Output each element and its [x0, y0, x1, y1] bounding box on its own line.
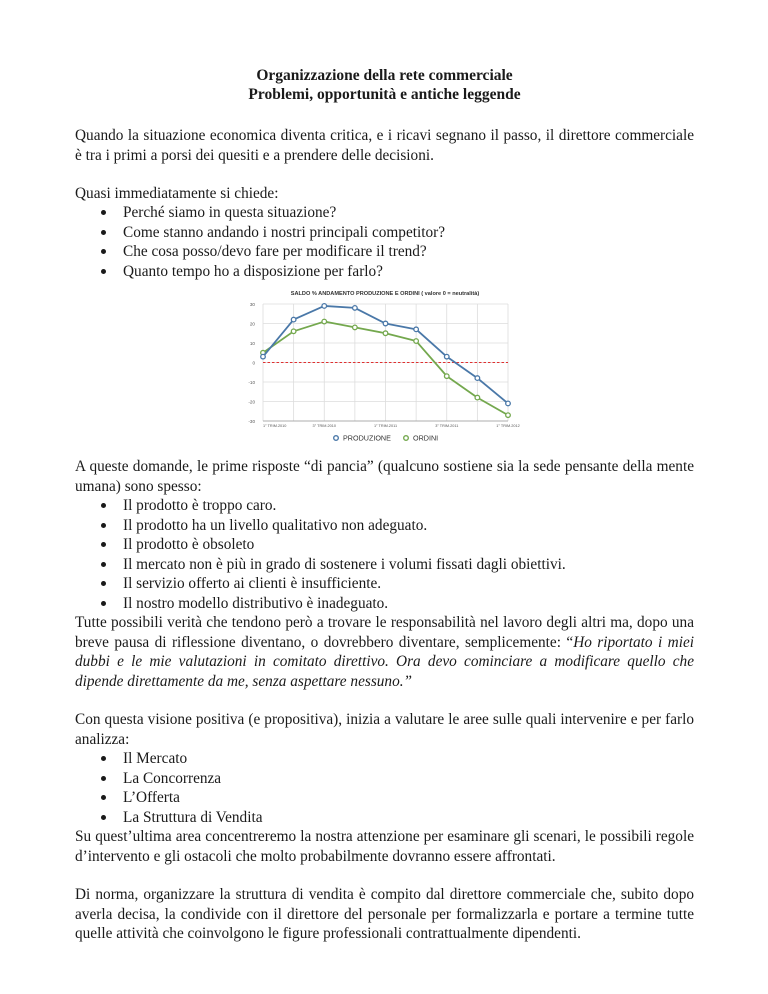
chart-legend [334, 434, 438, 443]
svg-text:1° TRIM.2011: 1° TRIM.2011 [373, 424, 398, 428]
areas-list [75, 749, 694, 827]
document-title-line2: Problemi, opportunità e antiche leggende [248, 86, 521, 103]
svg-text:PRODUZIONE: PRODUZIONE [343, 433, 391, 443]
bullet-icon [101, 756, 106, 761]
bullet-icon [101, 815, 106, 820]
list-item: L’Offerta [75, 788, 694, 808]
list-item: Il nostro modello distributivo è inadeguato. [75, 594, 694, 614]
focus-paragraph: Su quest’ultima area concentreremo la nostra attenzione per esaminare gli scenari, le possibili regole d’intervento e gli ostacoli che molto probabilmente dovranno essere affrontati. [75, 828, 694, 865]
bullet-icon [101, 210, 106, 215]
y-axis [248, 302, 255, 424]
svg-text:3° TRIM.2011: 3° TRIM.2011 [435, 424, 459, 428]
svg-text:0: 0 [252, 360, 255, 366]
svg-text:-30: -30 [248, 419, 255, 424]
bullet-icon [101, 795, 106, 800]
x-axis [263, 424, 520, 428]
list-item: Il Mercato [75, 749, 694, 769]
chart-title: SALDO % ANDAMENTO PRODUZIONE E ORDINI ( valore 0 = neutralità) [290, 291, 480, 297]
list-item: Come stanno andando i nostri principali competitor? [75, 223, 694, 243]
list-item: Perché siamo in questa situazione? [75, 203, 694, 223]
svg-text:10: 10 [249, 341, 255, 346]
list-item: Il servizio offerto ai clienti è insufficiente. [75, 574, 694, 594]
list-item: La Struttura di Vendita [75, 808, 694, 828]
areas-intro: Con questa visione positiva (e propositiva), inizia a valutare le aree sulle quali intervenire e per farlo analizza: [75, 711, 694, 748]
bullet-icon [101, 523, 106, 528]
svg-text:1° TRIM.2012: 1° TRIM.2012 [496, 424, 520, 428]
list-item: Il prodotto è troppo caro. [75, 496, 694, 516]
answers-intro: A queste domande, le prime risposte “di pancia” (qualcuno sostiene sia la sede pensante della mente umana) sono spesso: [75, 458, 694, 495]
production-orders-chart [240, 287, 530, 447]
svg-text:1° TRIM.2010: 1° TRIM.2010 [263, 424, 287, 428]
reflection-paragraph: Tutte possibili verità che tendono però a trovare le responsabilità nel lavoro degli altri ma, dopo una breve pausa di riflessione diventano, o dovrebbero diventare, semplicemente: “Ho riportato i miei dubbi e le mie valutazioni in comitato direttivo. Ora devo cominciare a modificare quello che dipende direttamente da me, senza aspettare nessuno.” [75, 614, 694, 690]
svg-text:20: 20 [249, 321, 255, 327]
bullet-icon [101, 269, 106, 274]
document-title-line1: Organizzazione della rete commerciale [256, 67, 513, 84]
questions-list [75, 203, 694, 281]
bullet-icon [101, 249, 106, 254]
closing-paragraph: Di norma, organizzare la struttura di vendita è compito dal direttore commerciale che, subito dopo averla decisa, la condivide con il direttore del personale per formalizzarla e portare a termine tutte quelle attività che coinvolgono le figure professionali contrattualmente dipendenti. [75, 886, 694, 943]
intro-paragraph: Quando la situazione economica diventa critica, e i ricavi segnano il passo, il direttore commerciale è tra i primi a porsi dei quesiti e a prendere delle decisioni. [75, 127, 694, 164]
list-item: La Concorrenza [75, 769, 694, 789]
bullet-icon [101, 581, 106, 586]
bullet-icon [101, 230, 106, 235]
answers-list [75, 496, 694, 614]
list-item: Il mercato non è più in grado di sostenere i volumi fissati dagli obiettivi. [75, 555, 694, 575]
bullet-icon [101, 542, 106, 547]
bullet-icon [101, 503, 106, 508]
questions-intro: Quasi immediatamente si chiede: [75, 185, 279, 202]
svg-text:30: 30 [249, 302, 255, 307]
list-item: Il prodotto ha un livello qualitativo non adeguato. [75, 516, 694, 536]
line-chart [240, 287, 530, 447]
bullet-icon [101, 601, 106, 606]
svg-text:ORDINI: ORDINI [413, 433, 439, 443]
list-item: Il prodotto è obsoleto [75, 535, 694, 555]
quote-text: Ho riportato i miei dubbi e le mie valutazioni in comitato direttivo. Ora devo cominciare a modificare quello che dipende direttamente da me, senza aspettare nessuno.” [75, 633, 694, 690]
svg-text:3° TRIM.2010: 3° TRIM.2010 [312, 424, 336, 428]
list-item: Che cosa posso/devo fare per modificare il trend? [75, 242, 694, 262]
bullet-icon [101, 562, 106, 567]
svg-text:-20: -20 [248, 399, 255, 405]
list-item: Quanto tempo ho a disposizione per farlo? [75, 262, 694, 282]
bullet-icon [101, 776, 106, 781]
svg-text:-10: -10 [248, 380, 255, 385]
